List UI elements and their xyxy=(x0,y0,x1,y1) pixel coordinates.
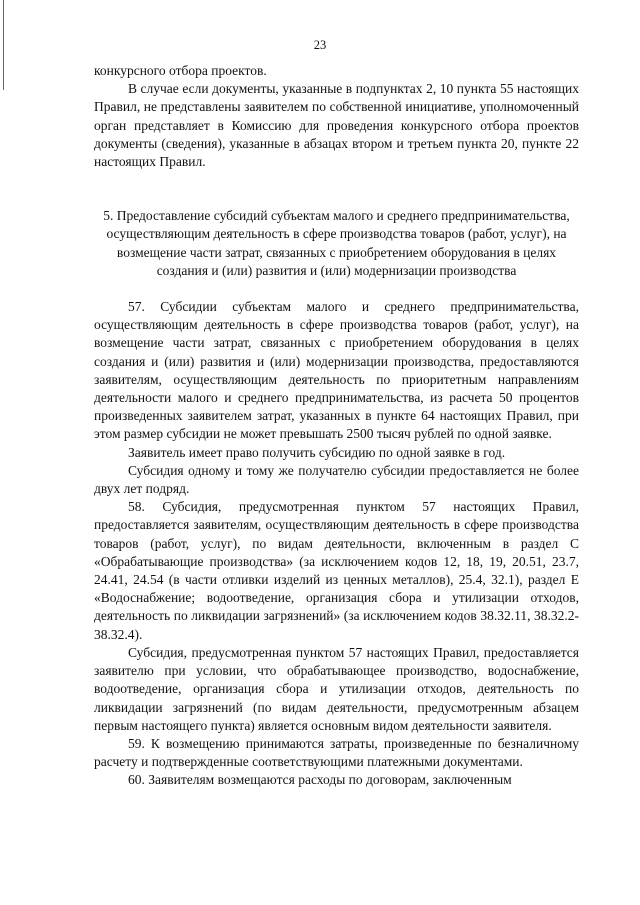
spacer xyxy=(94,171,579,207)
paragraph: Субсидия одному и тому же получателю субсидии предоставляется не более двух лет подряд. xyxy=(94,462,579,497)
paragraph-59: 59. К возмещению принимаются затраты, произведенные по безналичному расчету и подтвержденные соответствующими платежными документами. xyxy=(94,735,579,770)
paragraph-58: 58. Субсидия, предусмотренная пунктом 57 настоящих Правил, предоставляется заявителям, осуществляющим деятельность в сфере производства товаров (работ, услуг), по видам деятельности, включенным в раздел С «Обрабатывающие производства» (за исключением кодов 12, 18, 19, 20.51, 23.7, 24.41, 24.54 (в части отливки изделий из ценных металлов), 25.4, 32.1), раздел Е «Водоснабжение; водоотведение, организация сбора и утилизации отходов, деятельность по ликвидации загрязнений» (за исключением кодов 38.32.11, 38.32.2-38.32.4). xyxy=(94,499,579,642)
page-number: 23 xyxy=(313,38,327,52)
paragraph-57: 57. Субсидии субъектам малого и среднего предпринимательства, осуществляющим деятельность в сфере производства товаров (работ, услуг), на возмещение части затрат, связанных с приобретением оборудования в целях создания и (или) развития и (или) модернизации производства, предоставляются заявителям, осуществляющим деятельность по приоритетным направлениям деятельности малого и среднего предпринимательства, из расчета 50 процентов произведенных заявителем затрат, указанных в пункте 64 настоящих Правил, при этом размер субсидии не может превышать 2500 тысяч рублей по одной заявке. xyxy=(94,299,579,442)
paragraph-continued: конкурсного отбора проектов. xyxy=(94,63,267,78)
paragraph: В случае если документы, указанные в подпунктах 2, 10 пункта 55 настоящих Правил, не представлены заявителем по собственной инициативе, уполномоченный орган представляет в Комиссию для проведения конкурсного отбора проектов документы (сведения), указанные в абзацах втором и третьем пункта 20, пункте 22 настоящих Правил. xyxy=(94,81,579,170)
paragraph-60: 60. Заявителям возмещаются расходы по договорам, заключенным xyxy=(128,772,512,788)
paragraph: Субсидия, предусмотренная пунктом 57 настоящих Правил, предоставляется заявителю при условии, что обрабатывающее производство, водоснабжение, водоотведение, организация сбора и утилизации отходов, деятельность по ликвидации загрязнений (по видам деятельности, предусмотренным абзацем первым настоящего пункта) является основным видом деятельности заявителя. xyxy=(94,644,579,733)
document-body xyxy=(94,62,579,790)
spacer xyxy=(94,280,579,298)
paragraph: Заявитель имеет право получить субсидию по одной заявке в год. xyxy=(128,444,506,460)
section-heading: 5. Предоставление субсидий субъектам малого и среднего предпринимательства, осуществляющим деятельность в сфере производства товаров (работ, услуг), на возмещение части затрат, связанных с приобретением оборудования в целях создания и (или) развития и (или) модернизации производства xyxy=(103,208,570,278)
